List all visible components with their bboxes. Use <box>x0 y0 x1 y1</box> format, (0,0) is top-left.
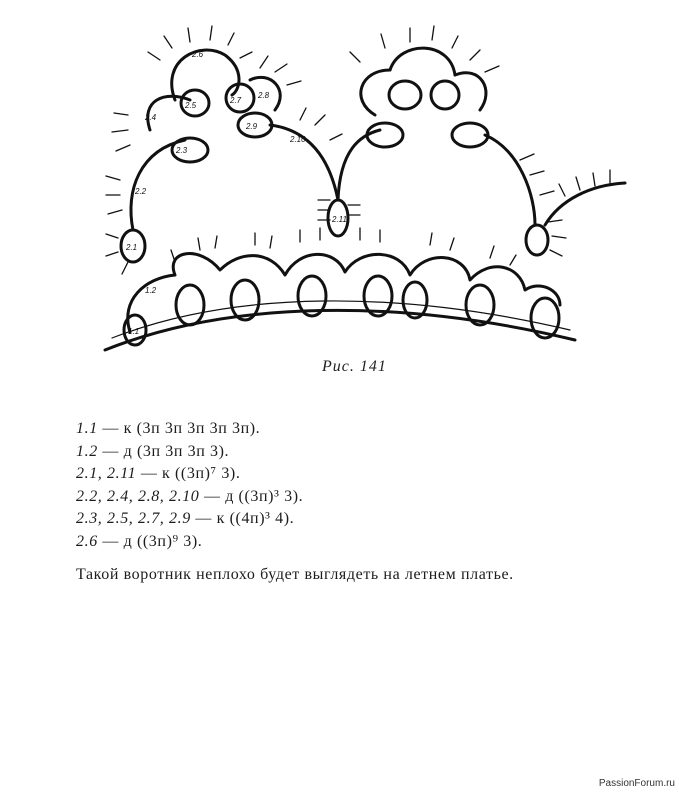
chain-right-5 <box>485 135 535 225</box>
label-2-6: 2.6 <box>192 50 204 59</box>
label-2-1: 2.1 <box>126 243 138 252</box>
label-2-11: 2.11 <box>332 215 347 224</box>
lower-chain <box>128 254 560 332</box>
lower-ring-b <box>231 280 259 320</box>
figure-caption: Рис. 141 <box>322 358 387 375</box>
instruction-number: 1.2 <box>76 442 98 460</box>
instruction-line <box>76 508 303 531</box>
label-2-7: 2.7 <box>230 96 242 105</box>
chain-right-6 <box>545 183 625 225</box>
lower-ring-f <box>466 285 494 325</box>
instruction-line <box>76 463 303 486</box>
instruction-list <box>76 418 303 554</box>
chain-right-1 <box>338 130 380 200</box>
instruction-number: 1.1 <box>76 420 98 437</box>
instruction-number: 2.3, 2.5, 2.7, 2.9 <box>76 510 191 528</box>
instruction-text: — к ((4п)³ 4). <box>190 510 295 528</box>
instruction-text: — к (3п 3п 3п 3п 3п). <box>97 420 261 437</box>
label-2-5: 2.5 <box>185 101 197 110</box>
instruction-line <box>76 531 303 554</box>
instruction-number: 2.2, 2.4, 2.8, 2.10 <box>76 487 200 505</box>
description-note: Такой воротник неплохо будет выглядеть на летнем платье. <box>76 566 514 583</box>
instruction-text: — к ((3п)⁷ 3). <box>136 465 241 483</box>
instruction-number: 2.6 <box>76 532 98 550</box>
ring-right-b <box>389 81 421 109</box>
instruction-line <box>76 418 303 441</box>
ring-right-c <box>431 81 459 109</box>
instruction-number: 2.1, 2.11 <box>76 465 137 483</box>
label-2-10: 2.10 <box>290 135 306 144</box>
label-2-8: 2.8 <box>258 91 270 100</box>
chain-right-3 <box>390 48 455 75</box>
instruction-text: — д ((3п)⁹ 3). <box>97 532 203 550</box>
ring-right-e <box>526 225 548 255</box>
ring-right-a <box>367 123 403 147</box>
label-2-3: 2.3 <box>176 146 188 155</box>
label-1-2: 1.2 <box>145 286 157 295</box>
site-watermark: PassionForum.ru <box>598 778 675 789</box>
chain-right-2 <box>361 70 390 115</box>
ring-right-d <box>452 123 488 147</box>
instruction-text: — д ((3п)³ 3). <box>199 487 304 505</box>
label-2-4: 2.4 <box>145 113 157 122</box>
lower-ring-a <box>176 285 204 325</box>
label-1-1: 1.1 <box>128 327 140 336</box>
instruction-text: — д (3п 3п 3п 3). <box>97 442 230 460</box>
instruction-line <box>76 486 303 509</box>
label-2-2: 2.2 <box>135 187 147 196</box>
instruction-line <box>76 441 303 464</box>
label-2-9: 2.9 <box>246 122 258 131</box>
